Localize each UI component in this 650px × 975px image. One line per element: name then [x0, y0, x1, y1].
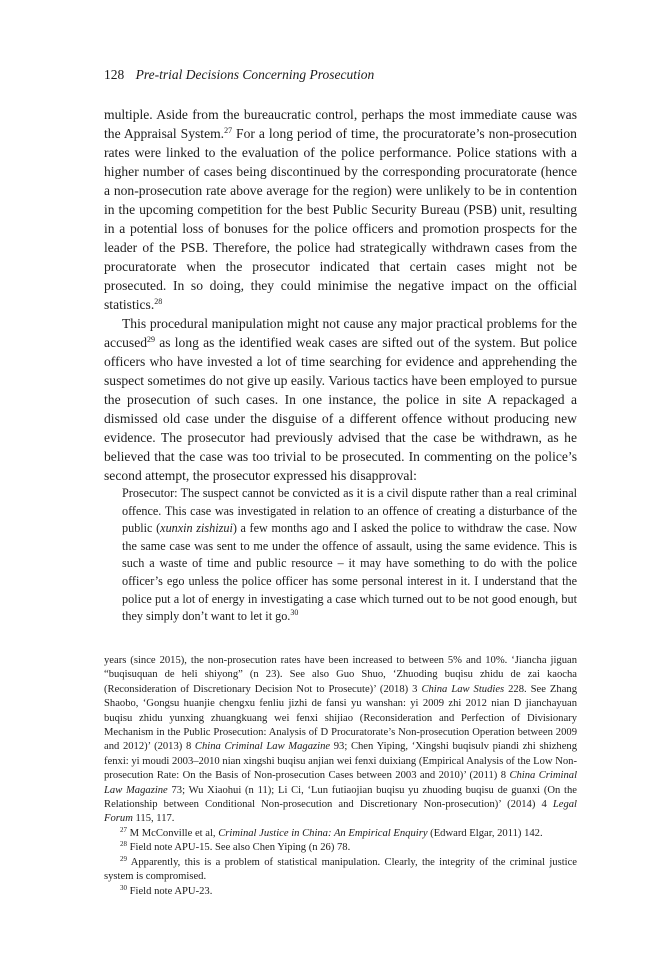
footnote-ref: 27	[224, 126, 233, 135]
italic-term: xunxin zishizui	[160, 521, 233, 536]
footnote-continuation	[104, 654, 577, 827]
body-text	[104, 105, 577, 485]
block-quote	[122, 485, 577, 626]
text-run: ) a few months ago and I asked the police to withdraw the case. Now the same case was sent to me under the offence of assault, using the same evidence. This is such a waste of time and public resource – it may have something to do with the police officer’s ego unless the police officer has some personal interest in it. I understand that the police put a lot of energy in investigating a case which turned out to be not good enough, but they simply don’t want to let it go.	[122, 521, 577, 624]
paragraph	[104, 314, 577, 485]
footnote-ref: 29	[147, 335, 156, 344]
text-run: 115, 117.	[132, 813, 175, 825]
footnote-number: 28	[120, 840, 127, 849]
text-run: Field note APU-23.	[127, 885, 213, 897]
text-run: 73; Wu Xiaohui (n 11); Li Ci, ‘Lun futiaojian buqisu yu zhuoding buqisu de guanxi (On the Relationship between Conditional Non-prosecution and Discretionary Non-prosecution)’ (2014) 4	[104, 784, 577, 811]
footnote-ref: 30	[290, 608, 299, 618]
footnote-number: 29	[120, 854, 127, 863]
text-run: Apparently, this is a problem of statistical manipulation. Clearly, the integrity of the criminal justice system is compromised.	[104, 856, 577, 883]
italic-title: China Law Studies	[421, 683, 505, 695]
footnote-27	[104, 827, 577, 841]
running-title: Pre-trial Decisions Concerning Prosecution	[135, 67, 375, 82]
italic-title: Legal Forum	[104, 799, 577, 825]
text-run: years (since 2015), the non-prosecution rates have been increased to between 5% and 10%. ‘Jiancha jiguan “buqisuquan de heli shiyong” (n 23). See also Guo Shuo, ‘Zhuoding buqisu zhidu de zai kaocha (Reconsideration of Discretionary Decision Not to Prosecute)’ (2018) 3	[104, 655, 577, 695]
text-run: M McConville et al,	[127, 827, 219, 839]
footnote-30	[104, 885, 577, 899]
page-number: 128	[104, 67, 125, 82]
running-header	[104, 66, 584, 84]
italic-title: China Criminal Law Magazine	[194, 741, 331, 753]
text-run: multiple. Aside from the bureaucratic control, perhaps the most immediate cause was the Appraisal System.	[104, 107, 577, 141]
footnote-29	[104, 856, 577, 885]
footnote-number: 30	[120, 883, 127, 892]
text-run: Field note APU-15. See also Chen Yiping (n 26) 78.	[127, 842, 351, 854]
text-run: (Edward Elgar, 2011) 142.	[427, 827, 543, 839]
text-run: as long as the identified weak cases are sifted out of the system. But police officers who have invested a lot of time searching for evidence and apprehending the suspect sometimes do not give up easily. Various tactics have been employed to pursue the prosecution of such cases. In one instance, the police in site A repackaged a dismissed old case under the disguise of a different offence without producing new evidence. The prosecutor had previously advised that the case be withdrawn, as he believed that the case was too trivial to be prosecuted. In commenting on the police’s second attempt, the prosecutor expressed his disapproval:	[104, 335, 577, 483]
italic-title: Criminal Justice in China: An Empirical Enquiry	[218, 827, 428, 839]
footnotes	[104, 654, 577, 899]
text-run: 228. See Zhang Shaobo, ‘Gongsu huanjie chengxu fenliu jizhi de fansi yu wanshan: yi 2009 zhi 2012 nian D jianchayuan buqisu zhidu yunxing zhuangkuang wei fenxi shijiao (Reconsideration and Perfection of Divisionary Mechanism in the Public Prosecution: Analysis of D Procuratorate’s Non-prosecution Operation between 2009 and 2012)’ (2013) 8	[104, 683, 577, 753]
text-run: For a long period of time, the procuratorate’s non-prosecution rates were linked to the evaluation of the police performance. Police stations with a higher number of cases being discontinued by the corresponding procuratorate (hence a non-prosecution rate above average for the region) were unlikely to be in contention in the upcoming competition for the best Public Security Bureau (PSB) unit, resulting in a potential loss of bonuses for the police officers and promotion prospects for the leader of the PSB. Therefore, the police had strategically withdrawn cases from the procuratorate when the prosecutor indicated that certain cases might not be prosecuted. In so doing, they could minimise the negative impact on the official statistics.	[104, 126, 577, 312]
text-run: This procedural manipulation might not cause any major practical problems for the accused	[104, 316, 577, 350]
text-run: Prosecutor: The suspect cannot be convicted as it is a civil dispute rather than a real criminal offence. This case was investigated in relation to an offence of creating a disturbance of the public (	[122, 486, 577, 536]
footnote-number: 27	[120, 825, 127, 834]
text-run: 93; Chen Yiping, ‘Xingshi buqisulv piandi zhi shizheng fenxi: yi moudi 2003–2010 nian xingshi buqisu anjian wei fenxi duixiang (Empirical Analysis of the Low Non-prosecution Rate: On the Basis of Non-prosecution Cases between 2003 and 2010)’ (2011) 8	[104, 741, 577, 782]
footnote-28	[104, 841, 577, 855]
paragraph	[104, 105, 577, 314]
footnote-ref: 28	[154, 297, 163, 306]
italic-title: China Criminal Law Magazine	[104, 770, 578, 796]
